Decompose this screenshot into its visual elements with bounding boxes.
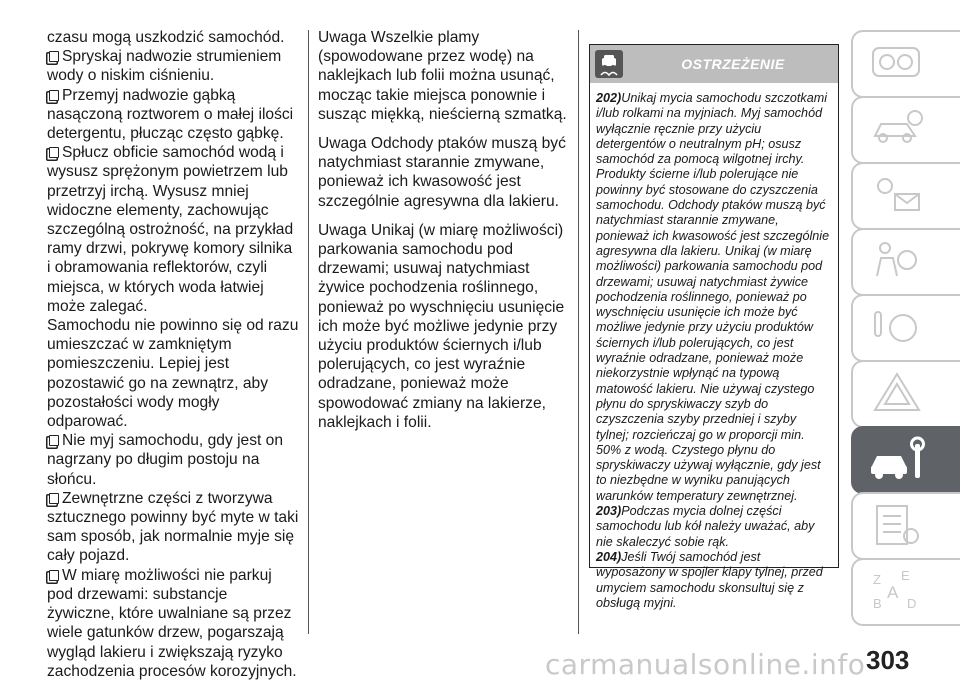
bullet-item: W miarę możliwości nie parkuj pod drzewami: substancje żywiczne, które uwalniane są przez wiele gatunków drzew, pogarszają wygląd lakieru i zwiększają ryzyko zachodzenia procesów korozyjnych. — [47, 566, 297, 680]
note-paragraph: Uwaga Odchody ptaków muszą być natychmiast starannie zmywane, ponieważ ich kwasowość jest szczególnie agresywna dla lakieru. — [318, 135, 566, 210]
warning-box — [589, 44, 839, 610]
left-column — [47, 28, 299, 681]
tab-maintenance[interactable] — [851, 426, 960, 494]
tab-safety[interactable] — [851, 228, 960, 296]
bullet-icon — [49, 570, 59, 581]
note-paragraph: Uwaga Unikaj (w miarę możliwości) parkowania samochodu pod drzewami; usuwaj natychmiast żywice pochodzenia roślinnego, ponieważ po wyschnięciu usunięcie ich może być możliwe jedynie przy użyciu produktów ściernych i/lub polerujących, co jest wyraźnie odradzane, ponieważ może spowodować zmiany na lakierze, naklejkach i folii. — [318, 221, 565, 431]
bullet-icon — [49, 435, 59, 446]
car-info-icon — [867, 104, 927, 156]
tab-starting-driving[interactable] — [851, 294, 960, 362]
watermark: carmanualsonline.info — [545, 648, 866, 681]
bullet-item: Zewnętrzne części z tworzywa sztucznego powinny być myte w taki sam sposób, jak normalnie myje się cały pojazd. — [47, 489, 299, 565]
note-paragraph: Uwaga Wszelkie plamy (spowodowane przez wodę) na naklejkach lub folii można usunąć, mocząc takie miejsca ponownie i susząc miękką, nieścierną szmatką. — [318, 29, 567, 123]
maintenance-icon — [867, 434, 927, 486]
car-skid-warning-icon — [595, 50, 623, 78]
column-divider — [308, 30, 309, 634]
tab-emergency[interactable] — [851, 360, 960, 428]
index-icon — [867, 566, 927, 618]
tab-car-info[interactable] — [851, 96, 960, 164]
bullet-icon — [49, 90, 59, 101]
dashboard-icon — [867, 38, 927, 90]
warning-lights-icon — [867, 170, 927, 222]
warning-number: 202) — [596, 91, 622, 105]
warning-body — [590, 83, 838, 611]
bullet-icon — [49, 51, 59, 62]
warning-item: 204)Jeśli Twój samochód jest wyposażony w spojler klapy tylnej, przed umyciem samochodu skonsultuj się z obsługą myjni. — [596, 549, 823, 610]
warning-number: 204) — [596, 549, 622, 564]
svg-text:B: B — [873, 596, 882, 611]
bullet-item: Przemyj nadwozie gąbką nasączoną roztworem o małej ilości detergentu, płucząc często gąbkę. — [47, 86, 294, 143]
column-divider — [578, 30, 579, 634]
tab-technical-data[interactable] — [851, 492, 960, 560]
steering-start-icon — [867, 302, 927, 354]
paragraph: czasu mogą uszkodzić samochód. — [47, 29, 285, 46]
svg-text:E: E — [901, 568, 910, 583]
tab-warning-lights[interactable] — [851, 162, 960, 230]
warning-title: OSTRZEŻENIE — [681, 56, 785, 72]
bullet-item: Spryskaj nadwozie strumieniem wody o niskim ciśnieniu. — [47, 48, 282, 85]
tab-index[interactable] — [851, 558, 960, 626]
svg-text:D: D — [907, 596, 917, 611]
chapter-tabs — [851, 30, 960, 630]
warning-item: 202)Unikaj mycia samochodu szczotkami i/lub rolkami na myjniach. Myj samochód wyłącznie ręcznie przy użyciu detergentów o neutralnym pH; osusz samochód za pomocą wilgotnej irchy. Produkty ścierne i/lub polerujące nie powinny być stosowane do czyszczenia samochodu. Odchody ptaków muszą być natychmiast starannie zmywane, ponieważ ich kwasowość jest szczególnie agresywna dla lakieru. Unikaj (w miarę możliwości) parkowania samochodu pod drzewami; usuwaj natychmiast żywice pochodzenia roślinnego, ponieważ po wyschnięciu usunięcie ich może być możliwe jedynie przy użyciu produktów ściernych i/lub polerujących, co jest wyraźnie odradzane, ponieważ może niekorzystnie wpłynąć na typową matowość lakieru. Nie używaj czystego płynu do spryskiwaczy szyb do czyszczenia szyby przedniej i szyby tylnej; rozcieńczaj go w proporcji min. 50% z wodą. Czystego płynu do spryskiwaczy używaj wyłącznie, gdy jest to niezbędne w wyniku panujących warunków temperatury zewnętrznej. — [596, 91, 830, 503]
svg-text:A: A — [887, 583, 899, 602]
paragraph: Samochodu nie powinno się od razu umieszczać w zamkniętym pomieszczeniu. Lepiej jest pozostawić go na zewnątrz, aby pozostałości wody mogły odparować. — [47, 317, 299, 431]
warning-number: 203) — [596, 504, 622, 519]
bullet-icon — [49, 493, 59, 504]
tab-dashboard[interactable] — [851, 30, 960, 98]
svg-text:Z: Z — [873, 572, 881, 587]
hazard-emergency-icon — [867, 368, 927, 420]
airbag-safety-icon — [867, 236, 927, 288]
page-number: 303 — [866, 645, 910, 675]
middle-column — [318, 28, 568, 442]
technical-data-icon — [867, 500, 927, 552]
bullet-item: Nie myj samochodu, gdy jest on nagrzany po długim postoju na słońcu. — [47, 432, 284, 488]
bullet-icon — [49, 147, 59, 158]
warning-header — [590, 45, 838, 83]
bullet-item: Spłucz obficie samochód wodą i wysusz sprężonym powietrzem lub przetrzyj irchą. Wysusz mniej widoczne elementy, zachowując szczególną ostrożność, na przykład ramy drzwi, pokrywę komory silnika i obramowania reflektorów, czyli miejsca, w których woda łatwiej może zalegać. — [47, 144, 294, 315]
warning-item: 203)Podczas mycia dolnej części samochodu lub kół należy uważać, aby nie skaleczyć sobie rąk. — [596, 504, 815, 549]
